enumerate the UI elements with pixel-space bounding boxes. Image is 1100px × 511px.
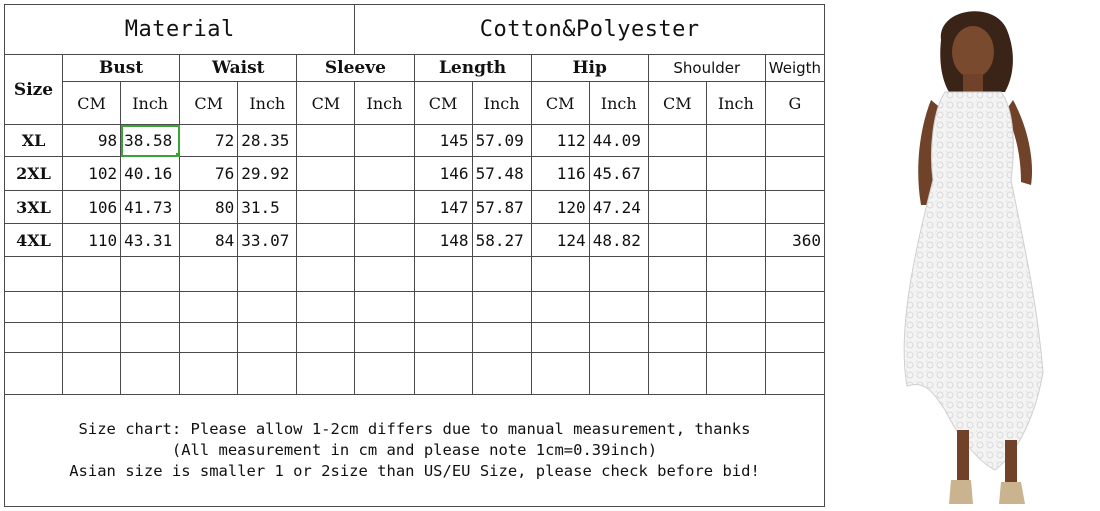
table-cell[interactable]: 29.92: [238, 157, 297, 191]
empty-cell[interactable]: [706, 353, 765, 395]
table-cell[interactable]: [355, 157, 414, 191]
empty-cell[interactable]: [355, 292, 414, 323]
material-value: Cotton&Polyester: [355, 5, 825, 55]
empty-cell[interactable]: [297, 323, 355, 353]
empty-cell[interactable]: [5, 323, 63, 353]
table-cell[interactable]: 106: [63, 191, 121, 224]
table-cell[interactable]: 72: [180, 125, 238, 157]
column-header-sleeve: Sleeve: [297, 55, 414, 82]
size-note: [5, 395, 825, 507]
table-cell[interactable]: [648, 191, 706, 224]
table-cell[interactable]: 57.09: [472, 125, 531, 157]
empty-row: [5, 257, 825, 292]
empty-cell[interactable]: [355, 323, 414, 353]
size-chart-table: [4, 4, 825, 507]
empty-cell[interactable]: [121, 257, 180, 292]
empty-cell[interactable]: [648, 353, 706, 395]
table-cell[interactable]: [355, 191, 414, 224]
table-cell[interactable]: [706, 224, 765, 257]
table-cell[interactable]: 360: [765, 224, 824, 257]
size-cell[interactable]: 3XL: [5, 191, 63, 224]
table-cell[interactable]: 124: [531, 224, 589, 257]
empty-cell[interactable]: [531, 292, 589, 323]
empty-cell[interactable]: [63, 292, 121, 323]
empty-cell[interactable]: [297, 292, 355, 323]
table-cell[interactable]: 41.73: [121, 191, 180, 224]
empty-row: [5, 292, 825, 323]
model-in-white-lace-dress-image: [845, 0, 1100, 507]
table-cell[interactable]: 40.16: [121, 157, 180, 191]
column-header-waist: Waist: [180, 55, 297, 82]
table-cell[interactable]: [765, 125, 824, 157]
table-cell[interactable]: [765, 191, 824, 224]
material-label: Material: [5, 5, 355, 55]
product-photo: [845, 0, 1100, 507]
table-cell[interactable]: [706, 191, 765, 224]
empty-cell[interactable]: [355, 257, 414, 292]
table-cell[interactable]: [297, 157, 355, 191]
empty-cell[interactable]: [5, 353, 63, 395]
empty-cell[interactable]: [472, 323, 531, 353]
table-cell[interactable]: 43.31: [121, 224, 180, 257]
empty-cell[interactable]: [238, 353, 297, 395]
empty-cell[interactable]: [121, 353, 180, 395]
empty-cell[interactable]: [589, 353, 648, 395]
empty-cell[interactable]: [355, 353, 414, 395]
table-cell[interactable]: [297, 125, 355, 157]
unit-waist-cm: CM: [180, 82, 238, 125]
table-cell[interactable]: [297, 224, 355, 257]
empty-cell[interactable]: [238, 257, 297, 292]
table-cell[interactable]: [648, 125, 706, 157]
table-row: [5, 157, 825, 191]
table-cell[interactable]: 98: [63, 125, 121, 157]
empty-cell[interactable]: [706, 323, 765, 353]
table-cell[interactable]: 120: [531, 191, 589, 224]
table-cell[interactable]: 57.87: [472, 191, 531, 224]
empty-cell[interactable]: [414, 257, 472, 292]
table-cell[interactable]: 45.67: [589, 157, 648, 191]
table-cell[interactable]: 148: [414, 224, 472, 257]
note-line-2: (All measurement in cm and please note 1cm=0.39inch): [171, 441, 658, 459]
size-header: Size: [5, 55, 63, 125]
column-header-shoulder: Shoulder: [648, 55, 765, 82]
empty-cell[interactable]: [531, 257, 589, 292]
unit-shoulder-inch: Inch: [706, 82, 765, 125]
table-cell[interactable]: 110: [63, 224, 121, 257]
table-cell[interactable]: 48.82: [589, 224, 648, 257]
table-cell[interactable]: 44.09: [589, 125, 648, 157]
empty-cell[interactable]: [706, 292, 765, 323]
note-line-3: Asian size is smaller 1 or 2size than US/EU Size, please check before bid!: [69, 462, 760, 480]
table-cell[interactable]: 84: [180, 224, 238, 257]
size-cell[interactable]: XL: [5, 125, 63, 157]
table-cell[interactable]: 80: [180, 191, 238, 224]
unit-length-cm: CM: [414, 82, 472, 125]
empty-row: [5, 353, 825, 395]
empty-cell[interactable]: [238, 323, 297, 353]
unit-waist-inch: Inch: [238, 82, 297, 125]
empty-cell[interactable]: [180, 292, 238, 323]
table-cell[interactable]: 145: [414, 125, 472, 157]
table-cell[interactable]: 147: [414, 191, 472, 224]
table-cell[interactable]: [706, 157, 765, 191]
unit-hip-cm: CM: [531, 82, 589, 125]
size-cell[interactable]: 4XL: [5, 224, 63, 257]
empty-cell[interactable]: [63, 257, 121, 292]
unit-sleeve-inch: Inch: [355, 82, 414, 125]
empty-cell[interactable]: [5, 292, 63, 323]
selected-cell[interactable]: 38.58: [121, 125, 180, 157]
empty-cell[interactable]: [414, 323, 472, 353]
column-header-bust: Bust: [63, 55, 180, 82]
empty-cell[interactable]: [414, 292, 472, 323]
table-cell[interactable]: [648, 224, 706, 257]
table-cell[interactable]: 31.5: [238, 191, 297, 224]
table-cell[interactable]: [355, 125, 414, 157]
empty-cell[interactable]: [5, 257, 63, 292]
table-cell[interactable]: 116: [531, 157, 589, 191]
empty-cell[interactable]: [180, 323, 238, 353]
empty-cell[interactable]: [472, 257, 531, 292]
table-row: [5, 125, 825, 157]
table-cell[interactable]: 146: [414, 157, 472, 191]
empty-cell[interactable]: [531, 353, 589, 395]
unit-length-inch: Inch: [472, 82, 531, 125]
empty-row: [5, 323, 825, 353]
empty-cell[interactable]: [765, 323, 824, 353]
empty-cell[interactable]: [472, 353, 531, 395]
size-chart: [4, 4, 825, 506]
empty-cell[interactable]: [765, 257, 824, 292]
empty-cell[interactable]: [589, 292, 648, 323]
column-header-length: Length: [414, 55, 531, 82]
empty-cell[interactable]: [765, 292, 824, 323]
empty-cell[interactable]: [531, 323, 589, 353]
empty-cell[interactable]: [63, 353, 121, 395]
empty-cell[interactable]: [63, 323, 121, 353]
unit-weight-g: G: [765, 82, 824, 125]
table-row: [5, 191, 825, 224]
table-cell[interactable]: [706, 125, 765, 157]
table-cell[interactable]: 33.07: [238, 224, 297, 257]
unit-bust-cm: CM: [63, 82, 121, 125]
empty-cell[interactable]: [589, 323, 648, 353]
table-cell[interactable]: 57.48: [472, 157, 531, 191]
unit-shoulder-cm: CM: [648, 82, 706, 125]
empty-cell[interactable]: [648, 323, 706, 353]
empty-cell[interactable]: [180, 353, 238, 395]
table-cell[interactable]: 102: [63, 157, 121, 191]
table-cell[interactable]: 28.35: [238, 125, 297, 157]
table-cell[interactable]: [355, 224, 414, 257]
empty-cell[interactable]: [180, 257, 238, 292]
table-cell[interactable]: [297, 191, 355, 224]
table-cell[interactable]: [648, 157, 706, 191]
empty-cell[interactable]: [297, 257, 355, 292]
unit-hip-inch: Inch: [589, 82, 648, 125]
table-row: [5, 224, 825, 257]
empty-cell[interactable]: [648, 257, 706, 292]
empty-cell[interactable]: [121, 292, 180, 323]
table-cell[interactable]: 58.27: [472, 224, 531, 257]
table-cell[interactable]: 112: [531, 125, 589, 157]
note-line-1: Size chart: Please allow 1-2cm differs due to manual measurement, thanks: [78, 420, 751, 438]
empty-cell[interactable]: [706, 257, 765, 292]
table-cell[interactable]: [765, 157, 824, 191]
column-header-weight: Weigth: [765, 55, 824, 82]
empty-cell[interactable]: [238, 292, 297, 323]
unit-sleeve-cm: CM: [297, 82, 355, 125]
empty-cell[interactable]: [765, 353, 824, 395]
empty-cell[interactable]: [472, 292, 531, 323]
table-cell[interactable]: 76: [180, 157, 238, 191]
empty-cell[interactable]: [121, 323, 180, 353]
empty-cell[interactable]: [297, 353, 355, 395]
table-cell[interactable]: 47.24: [589, 191, 648, 224]
column-header-hip: Hip: [531, 55, 648, 82]
empty-cell[interactable]: [414, 353, 472, 395]
size-cell[interactable]: 2XL: [5, 157, 63, 191]
unit-bust-inch: Inch: [121, 82, 180, 125]
empty-cell[interactable]: [589, 257, 648, 292]
empty-cell[interactable]: [648, 292, 706, 323]
